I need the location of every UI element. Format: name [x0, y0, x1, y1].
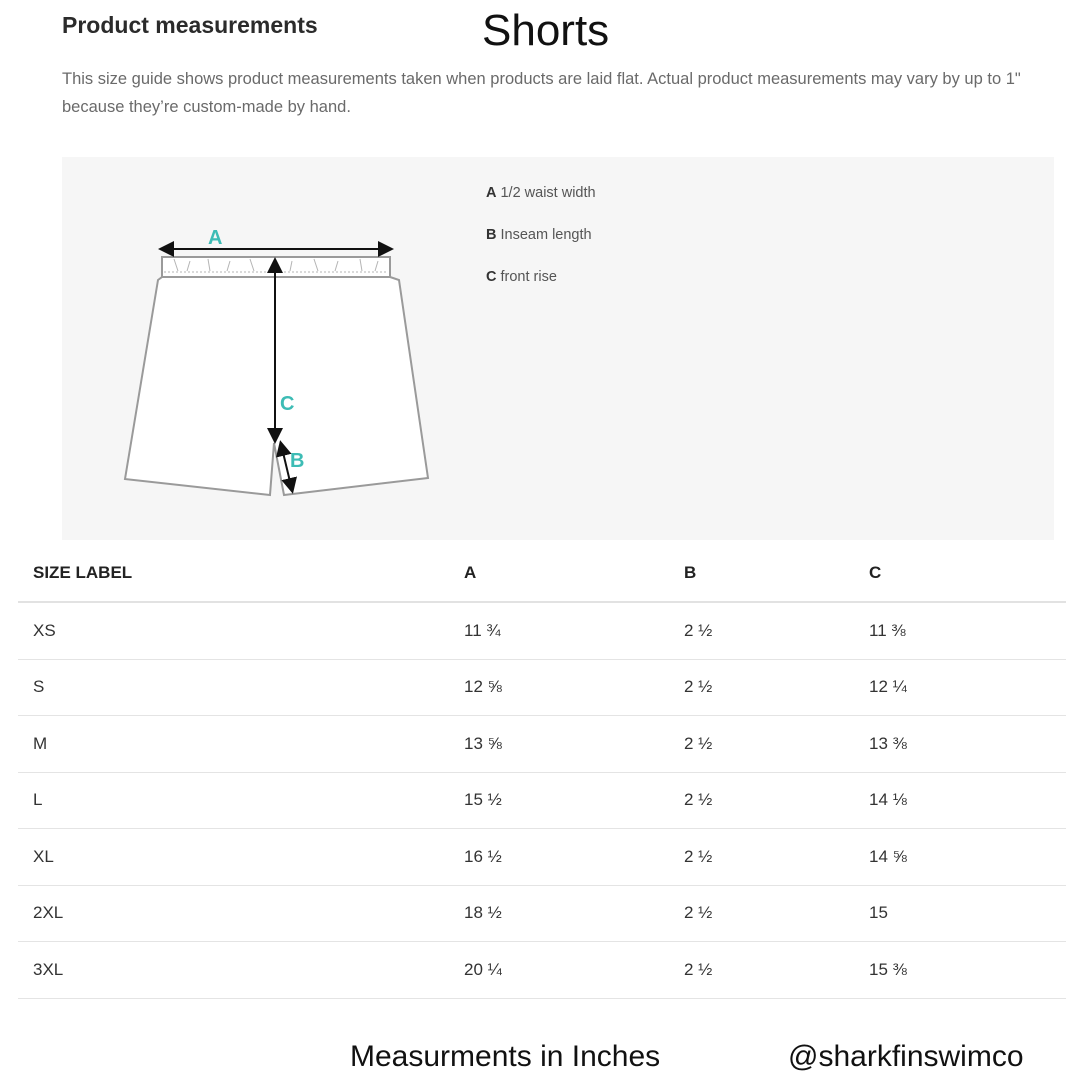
- c-cell: 15: [869, 885, 1066, 942]
- c-cell: 11 ⅜: [869, 602, 1066, 659]
- b-cell: 2 ½: [684, 659, 869, 716]
- legend-text: 1/2 waist width: [500, 185, 596, 201]
- c-cell: 14 ⅛: [869, 772, 1066, 829]
- table-row: [18, 885, 1066, 942]
- column-header-b: B: [684, 545, 869, 602]
- a-cell: 13 ⅝: [464, 716, 684, 773]
- c-cell: 14 ⅝: [869, 829, 1066, 886]
- table-row: [18, 602, 1066, 659]
- b-cell: 2 ½: [684, 829, 869, 886]
- legend-item-c: [486, 269, 596, 311]
- table-row: [18, 659, 1066, 716]
- size-guide-description: This size guide shows product measurements taken when products are laid flat. Actual product measurements may vary by up to 1" because they’re custom-made by hand.: [62, 70, 1021, 116]
- label-a: A: [208, 227, 223, 249]
- page-heading: Product measurements: [62, 12, 318, 38]
- table-row: [18, 942, 1066, 999]
- column-header-c: C: [869, 545, 1066, 602]
- size-cell: L: [18, 772, 464, 829]
- legend-key: B: [486, 227, 497, 243]
- c-cell: 12 ¼: [869, 659, 1066, 716]
- label-b: B: [290, 450, 305, 472]
- a-cell: 11 ¾: [464, 602, 684, 659]
- label-c: C: [280, 393, 295, 415]
- size-cell: XL: [18, 829, 464, 886]
- units-note: Measurments in Inches: [350, 1040, 661, 1073]
- legend-text: front rise: [500, 269, 557, 285]
- b-cell: 2 ½: [684, 942, 869, 999]
- legend-item-a: [486, 185, 596, 227]
- table-row: [18, 716, 1066, 773]
- measurement-legend: [486, 185, 596, 311]
- shorts-outline: [125, 257, 428, 495]
- a-cell: 12 ⅝: [464, 659, 684, 716]
- social-handle: @sharkfinswimco: [788, 1040, 1024, 1073]
- a-cell: 15 ½: [464, 772, 684, 829]
- table-row: [18, 772, 1066, 829]
- legend-key: C: [486, 269, 497, 285]
- b-cell: 2 ½: [684, 885, 869, 942]
- table-row: [18, 829, 1066, 886]
- column-header-size-label: SIZE LABEL: [18, 545, 464, 602]
- size-cell: S: [18, 659, 464, 716]
- b-cell: 2 ½: [684, 772, 869, 829]
- column-header-a: A: [464, 545, 684, 602]
- a-cell: 18 ½: [464, 885, 684, 942]
- a-cell: 20 ¼: [464, 942, 684, 999]
- b-cell: 2 ½: [684, 602, 869, 659]
- product-title: Shorts: [482, 6, 610, 55]
- size-cell: 2XL: [18, 885, 464, 942]
- size-cell: 3XL: [18, 942, 464, 999]
- c-cell: 13 ⅜: [869, 716, 1066, 773]
- size-cell: M: [18, 716, 464, 773]
- legend-text: Inseam length: [500, 227, 592, 243]
- size-cell: XS: [18, 602, 464, 659]
- measurement-diagram-panel: [62, 157, 1054, 540]
- c-cell: 15 ⅜: [869, 942, 1066, 999]
- legend-item-b: [486, 227, 596, 269]
- b-cell: 2 ½: [684, 716, 869, 773]
- a-cell: 16 ½: [464, 829, 684, 886]
- table-header-row: [18, 545, 1066, 602]
- legend-key: A: [486, 185, 497, 201]
- size-table: [18, 545, 1066, 999]
